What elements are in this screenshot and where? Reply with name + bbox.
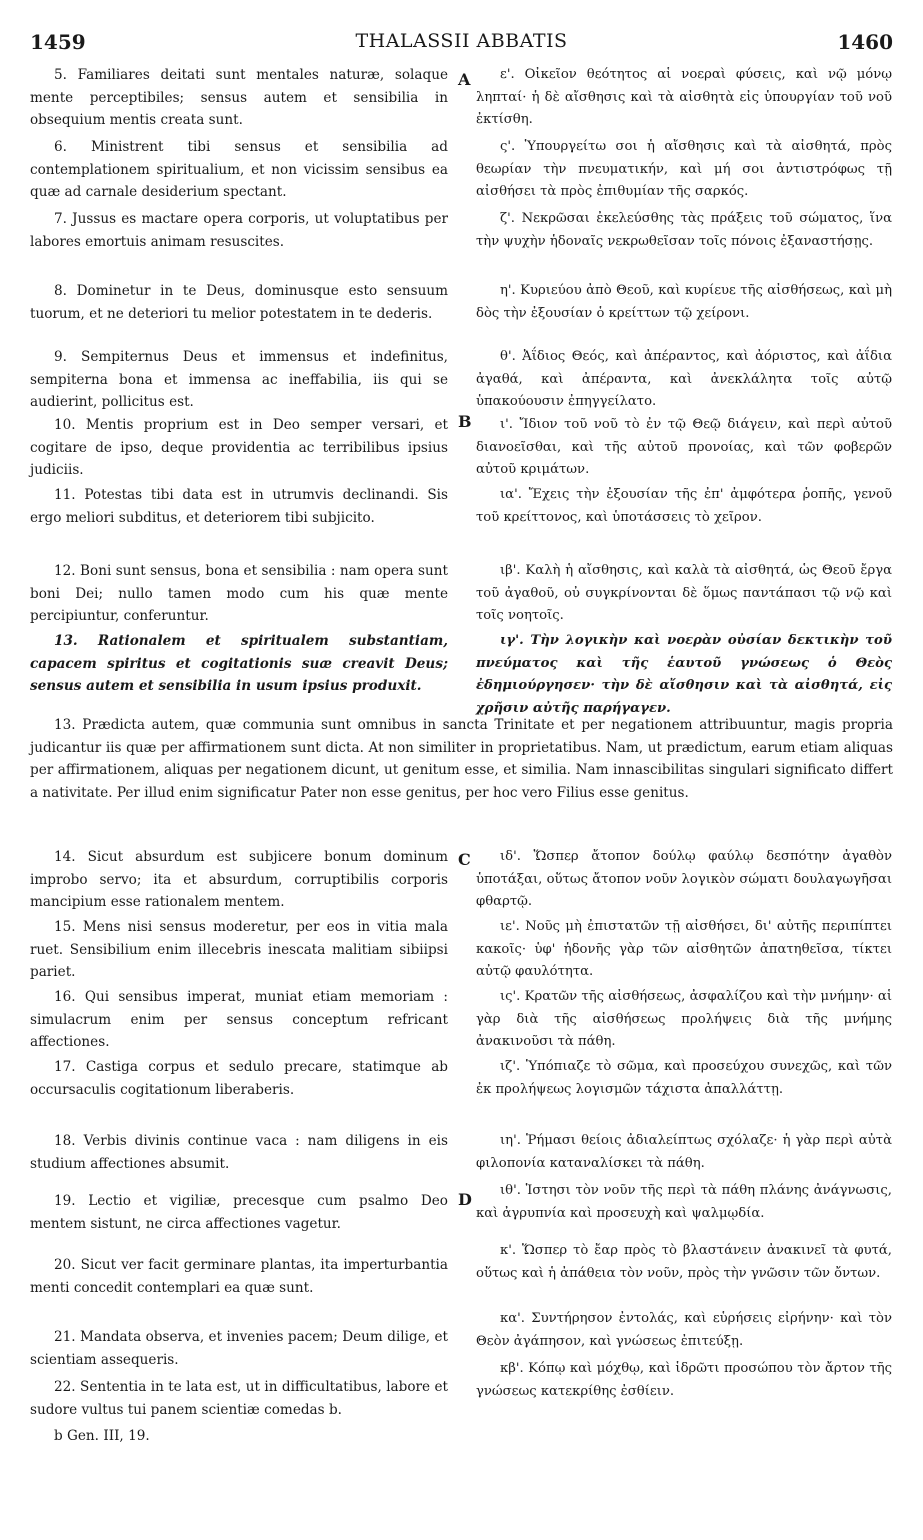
lower-columns xyxy=(30,846,893,1466)
margin-letter-a: A xyxy=(458,70,471,89)
greek-para-18: ιη'. Ῥήμασι θείοις ἀδιαλείπτως σχόλαζε· ἡ γὰρ περὶ αὐτὰ φιλοπονία καταναλίσκει τὰ πάθη. xyxy=(476,1133,892,1171)
latin-para-7: 7. Jussus es mactare opera corporis, ut voluptatibus per labores emortuis animam resuscites. xyxy=(30,211,448,250)
greek-para-9: θ'. Ἀΐδιος Θεός, καὶ ἀπέραντος, καὶ ἀόριστος, καὶ ἀΐδια ἀγαθά, καὶ ἀπέραντα, καὶ ἀνεκλάλητα τοῖς αὐτῷ ὑπακούουσιν ἐπηγγείλατο. xyxy=(476,349,892,409)
latin-para-20: 20. Sicut ver facit germinare plantas, ita imperturbantia menti concedit contemplari ea quæ sunt. xyxy=(30,1257,448,1296)
latin-para-11: 11. Potestas tibi data est in utrumvis declinandi. Sis ergo meliori subditus, et deteriorem tibi subjicito. xyxy=(30,487,448,526)
page-header xyxy=(30,30,893,62)
latin-para-5: 5. Familiares deitati sunt mentales naturæ, solaque mente perceptibiles; sensus autem et sensibilia in obsequium mentis creata sunt. xyxy=(30,67,448,128)
running-title: THALASSII ABBATIS xyxy=(355,30,568,52)
full-width-section xyxy=(30,714,893,842)
latin-para-19: 19. Lectio et vigiliæ, precesque cum psalmo Deo mentem sistunt, ne circa affectiones vagetur. xyxy=(30,1193,448,1232)
greek-para-13-italic: ιγ'. Τὴν λογικὴν καὶ νοερὰν οὐσίαν δεκτικὴν τοῦ πνεύματος καὶ τῆς ἑαυτοῦ γνώσεως ὁ Θεὸς ἐδημιούργησεν· τὴν δὲ αἴσθησιν καὶ τὰ αἰσθητά, εἰς χρῆσιν αὐτῆς παρήγαγεν. xyxy=(476,633,892,716)
latin-para-17: 17. Castiga corpus et sedulo precare, statimque ab occursaculis cogitationum liberaberis. xyxy=(30,1059,448,1098)
full-width-para-13: 13. Prædicta autem, quæ communia sunt omnibus in sancta Trinitate et per negationem attribuuntur, magis propria judicantur iis quæ per affirmationem sunt dicta. At non similiter in proprietatibus. Nam, ut prædictum, earum etiam aliquas per affirmationem, aliquas per negationem dicunt, ut genitum esse, et similia. Nam innascibilitas singulari significato differt a nativitate. Per illud enim significatur Pater non esse genitus, per hoc vero Filius esse genitus. xyxy=(30,717,893,801)
greek-para-11: ια'. Ἔχεις τὴν ἐξουσίαν τῆς ἐπ' ἀμφότερα ῥοπῆς, γενοῦ τοῦ κρείττονος, καὶ ὑποτάσσεις τὸ χεῖρον. xyxy=(476,487,892,525)
latin-para-21: 21. Mandata observa, et invenies pacem; Deum dilige, et scientiam assequeris. xyxy=(30,1329,448,1368)
upper-columns xyxy=(30,64,893,716)
latin-para-10: 10. Mentis proprium est in Deo semper versari, et cogitare de ipso, deque providentia ac terribilibus ipsius judiciis. xyxy=(30,417,448,478)
latin-para-6: 6. Ministrent tibi sensus et sensibilia ad contemplationem spiritualium, et non vicissim sensibus ea quæ ad carnale desiderium spectant. xyxy=(30,139,448,200)
margin-letter-d: D xyxy=(458,1190,472,1209)
greek-para-7: ζ'. Νεκρῶσαι ἐκελεύσθης τὰς πράξεις τοῦ σώματος, ἵνα τὴν ψυχὴν ἡδοναῖς νεκρωθεῖσαν τοῖς πόνοις ἐξαναστήσῃς. xyxy=(476,211,892,249)
footnote: b Gen. III, 19. xyxy=(54,1428,150,1444)
margin-letter-b: B xyxy=(458,412,472,431)
latin-para-14: 14. Sicut absurdum est subjicere bonum dominum improbo servo; ita et absurdum, corruptibilis corporis mancipium esse rationalem mentem. xyxy=(30,849,448,910)
greek-para-6: ς'. Ὑπουργείτω σοι ἡ αἴσθησις καὶ τὰ αἰσθητά, πρὸς θεωρίαν τὴν πνευματικήν, καὶ μή σοι ἀντιστρόφως τῇ αἰσθήσει τὰ πρὸς ἐπιθυμίαν τῆς σαρκός. xyxy=(476,139,892,199)
greek-para-10: ι'. Ἴδιον τοῦ νοῦ τὸ ἐν τῷ Θεῷ διάγειν, καὶ περὶ αὐτοῦ διανοεῖσθαι, καὶ τῆς αὐτοῦ προνοίας, καὶ τῶν φοβερῶν αὐτοῦ κριμάτων. xyxy=(476,417,892,477)
latin-para-9: 9. Sempiternus Deus et immensus et indefinitus, sempiterna bona et immensa ac ineffabilia, iis qui se audierint, pollicitus est. xyxy=(30,349,448,410)
greek-para-22: κβ'. Κόπῳ καὶ μόχθῳ, καὶ ἱδρῶτι προσώπου τὸν ἄρτον τῆς γνώσεως κατεκρίθης ἐσθίειν. xyxy=(476,1361,892,1399)
latin-para-15: 15. Mens nisi sensus moderetur, per eos in vitia mala ruet. Sensibilium enim illecebris inescata malitiam sibiipsi pariet. xyxy=(30,919,448,980)
page-number-right: 1460 xyxy=(837,30,893,54)
greek-para-15: ιε'. Νοῦς μὴ ἐπιστατῶν τῇ αἰσθήσει, δι' αὐτῆς περιπίπτει κακοῖς· ὑφ' ἡδονῆς γὰρ τῶν αἰσθητῶν ἀπατηθεῖσα, τίκτει αὐτῷ φαυλότητα. xyxy=(476,919,892,979)
latin-para-22: 22. Sententia in te lata est, ut in difficultatibus, labore et sudore vultus tui panem scientiæ comedas b. xyxy=(30,1379,448,1418)
greek-para-8: η'. Κυριεύου ἀπὸ Θεοῦ, καὶ κυρίευε τῆς αἰσθήσεως, καὶ μὴ δὸς τὴν ἐξουσίαν ὁ κρείττων τῷ χείρονι. xyxy=(476,283,892,321)
greek-para-16: ις'. Κρατῶν τῆς αἰσθήσεως, ἀσφαλίζου καὶ τὴν μνήμην· αἱ γὰρ διὰ τῆς αἰσθήσεως προλήψεις διὰ τῆς μνήμης ἀνακινοῦσι τὰ πάθη. xyxy=(476,989,892,1049)
greek-para-20: κ'. Ὥσπερ τὸ ἔαρ πρὸς τὸ βλαστάνειν ἀνακινεῖ τὰ φυτά, οὕτως καὶ ἡ ἀπάθεια τὸν νοῦν, πρὸς τὴν γνῶσιν τῶν ὄντων. xyxy=(476,1243,892,1281)
margin-letter-c: C xyxy=(458,850,471,869)
latin-para-8: 8. Dominetur in te Deus, dominusque esto sensuum tuorum, et ne deteriori tu melior potestatem in te dederis. xyxy=(30,283,448,322)
latin-para-12: 12. Boni sunt sensus, bona et sensibilia : nam opera sunt boni Dei; nullo tamen modo cum his quæ mente percipiuntur, conferuntur. xyxy=(30,563,448,624)
page-number-left: 1459 xyxy=(30,30,86,54)
latin-para-13-italic: 13. Rationalem et spiritualem substantiam, capacem spiritus et cogitationis suæ creavit Deus; sensus autem et sensibilia in usum ipsius produxit. xyxy=(30,633,448,694)
greek-para-12: ιβ'. Καλὴ ἡ αἴσθησις, καὶ καλὰ τὰ αἰσθητά, ὡς Θεοῦ ἔργα τοῦ ἀγαθοῦ, οὐ συγκρίνονται δὲ ὅμως παντάπασι τῷ νῷ καὶ τοῖς νοητοῖς. xyxy=(476,563,892,623)
greek-para-19: ιθ'. Ἱστησι τὸν νοῦν τῆς περὶ τὰ πάθη πλάνης ἀνάγνωσις, καὶ ἀγρυπνία καὶ προσευχὴ καὶ ψαλμῳδία. xyxy=(476,1183,892,1221)
greek-para-14: ιδ'. Ὥσπερ ἄτοπον δούλῳ φαύλῳ δεσπότην ἀγαθὸν ὑποτάξαι, οὕτως ἄτοπον νοῦν λογικὸν σώματι δουλαγωγῆσαι φθαρτῷ. xyxy=(476,849,892,909)
latin-para-16: 16. Qui sensibus imperat, muniat etiam memoriam : simulacrum enim per sensus conceptum refricant affectiones. xyxy=(30,989,448,1050)
latin-para-18: 18. Verbis divinis continue vaca : nam diligens in eis studium affectiones absumit. xyxy=(30,1133,448,1172)
greek-para-17: ιζ'. Ὑπόπιαζε τὸ σῶμα, καὶ προσεύχου συνεχῶς, καὶ τῶν ἐκ προλήψεως λογισμῶν τάχιστα ἀπαλλάττῃ. xyxy=(476,1059,892,1097)
greek-para-21: κα'. Συντήρησον ἐντολάς, καὶ εὑρήσεις εἰρήνην· καὶ τὸν Θεὸν ἀγάπησον, καὶ γνώσεως ἐπιτεύξῃ. xyxy=(476,1311,892,1349)
greek-para-5: ε'. Οἰκεῖον θεότητος αἱ νοεραὶ φύσεις, καὶ νῷ μόνῳ ληπταί· ἡ δὲ αἴσθησις καὶ τὰ αἰσθητὰ εἰς ὑπουργίαν τοῦ νοῦ ἐκτίσθη. xyxy=(476,67,892,127)
